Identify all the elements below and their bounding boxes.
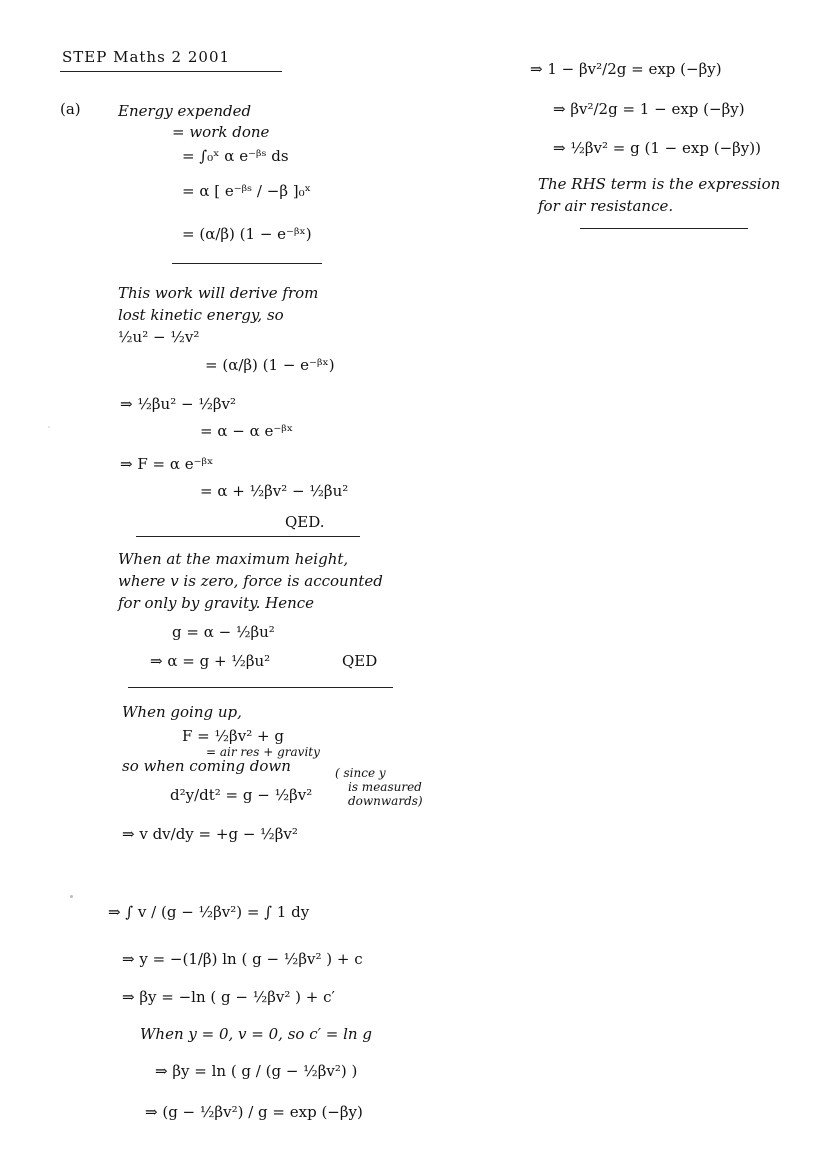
right-equation: ⇒ ½βv² = g (1 − exp (−βy)) bbox=[553, 139, 761, 157]
derive-equation: ½u² − ½v² bbox=[118, 328, 200, 346]
max-height-equation: g = α − ½βu² bbox=[172, 623, 275, 641]
energy-line: Energy expended bbox=[118, 102, 252, 120]
section-divider bbox=[580, 228, 748, 229]
integration-equation: ⇒ βy = −ln ( g − ½βv² ) + c′ bbox=[122, 988, 335, 1006]
derive-equation: = (α/β) (1 − e⁻ᵝˣ) bbox=[205, 356, 335, 374]
part-label: (a) bbox=[60, 100, 81, 118]
derive-equation: = α + ½βv² − ½βu² bbox=[200, 482, 349, 500]
going-up-note: is measured bbox=[348, 780, 422, 794]
derive-line: This work will derive from bbox=[118, 284, 319, 302]
right-conclusion: The RHS term is the expression bbox=[538, 175, 781, 193]
qed-label: QED bbox=[342, 652, 378, 670]
section-divider bbox=[136, 536, 360, 537]
section-divider bbox=[128, 687, 393, 688]
going-up-equation: d²y/dt² = g − ½βv² bbox=[170, 786, 313, 804]
derive-line: lost kinetic energy, so bbox=[118, 306, 284, 324]
energy-equation: = ∫₀ˣ α e⁻ᵝˢ ds bbox=[182, 147, 289, 165]
right-equation: ⇒ βv²/2g = 1 − exp (−βy) bbox=[553, 100, 745, 118]
section-divider bbox=[172, 263, 322, 264]
integration-equation: ⇒ βy = ln ( g / (g − ½βv²) ) bbox=[155, 1062, 358, 1080]
going-up-line: When going up, bbox=[122, 703, 242, 721]
going-up-equation: ⇒ v dv/dy = +g − ½βv² bbox=[122, 825, 298, 843]
right-conclusion: for air resistance. bbox=[538, 197, 674, 215]
going-up-line: so when coming down bbox=[122, 757, 291, 775]
going-up-note: downwards) bbox=[348, 794, 423, 808]
integration-equation: ⇒ (g − ½βv²) / g = exp (−βy) bbox=[145, 1103, 363, 1121]
max-height-line: where v is zero, force is accounted bbox=[118, 572, 383, 590]
energy-line: = work done bbox=[172, 123, 270, 141]
scan-speck bbox=[48, 426, 50, 428]
derive-equation: ⇒ ½βu² − ½βv² bbox=[120, 395, 237, 413]
page-header-title: STEP Maths 2 2001 bbox=[62, 48, 231, 66]
going-up-note: = air res + gravity bbox=[206, 745, 320, 759]
integration-equation: ⇒ y = −(1/β) ln ( g − ½βv² ) + c bbox=[122, 950, 363, 968]
integration-line: When y = 0, v = 0, so c′ = ln g bbox=[140, 1025, 372, 1043]
max-height-line: for only by gravity. Hence bbox=[118, 594, 315, 612]
max-height-equation: ⇒ α = g + ½βu² bbox=[150, 652, 271, 670]
qed-label: QED. bbox=[285, 513, 325, 531]
header-underline bbox=[60, 71, 282, 72]
derive-equation: = α − α e⁻ᵝˣ bbox=[200, 422, 294, 440]
scan-speck bbox=[70, 895, 73, 898]
going-up-note: ( since y bbox=[335, 766, 386, 780]
derive-equation: ⇒ F = α e⁻ᵝˣ bbox=[120, 455, 214, 473]
energy-equation: = (α/β) (1 − e⁻ᵝˣ) bbox=[182, 225, 312, 243]
energy-equation: = α [ e⁻ᵝˢ / −β ]₀ˣ bbox=[182, 182, 311, 200]
max-height-line: When at the maximum height, bbox=[118, 550, 349, 568]
right-equation: ⇒ 1 − βv²/2g = exp (−βy) bbox=[530, 60, 722, 78]
going-up-equation: F = ½βv² + g bbox=[182, 727, 284, 745]
integration-equation: ⇒ ∫ v / (g − ½βv²) = ∫ 1 dy bbox=[108, 903, 310, 921]
